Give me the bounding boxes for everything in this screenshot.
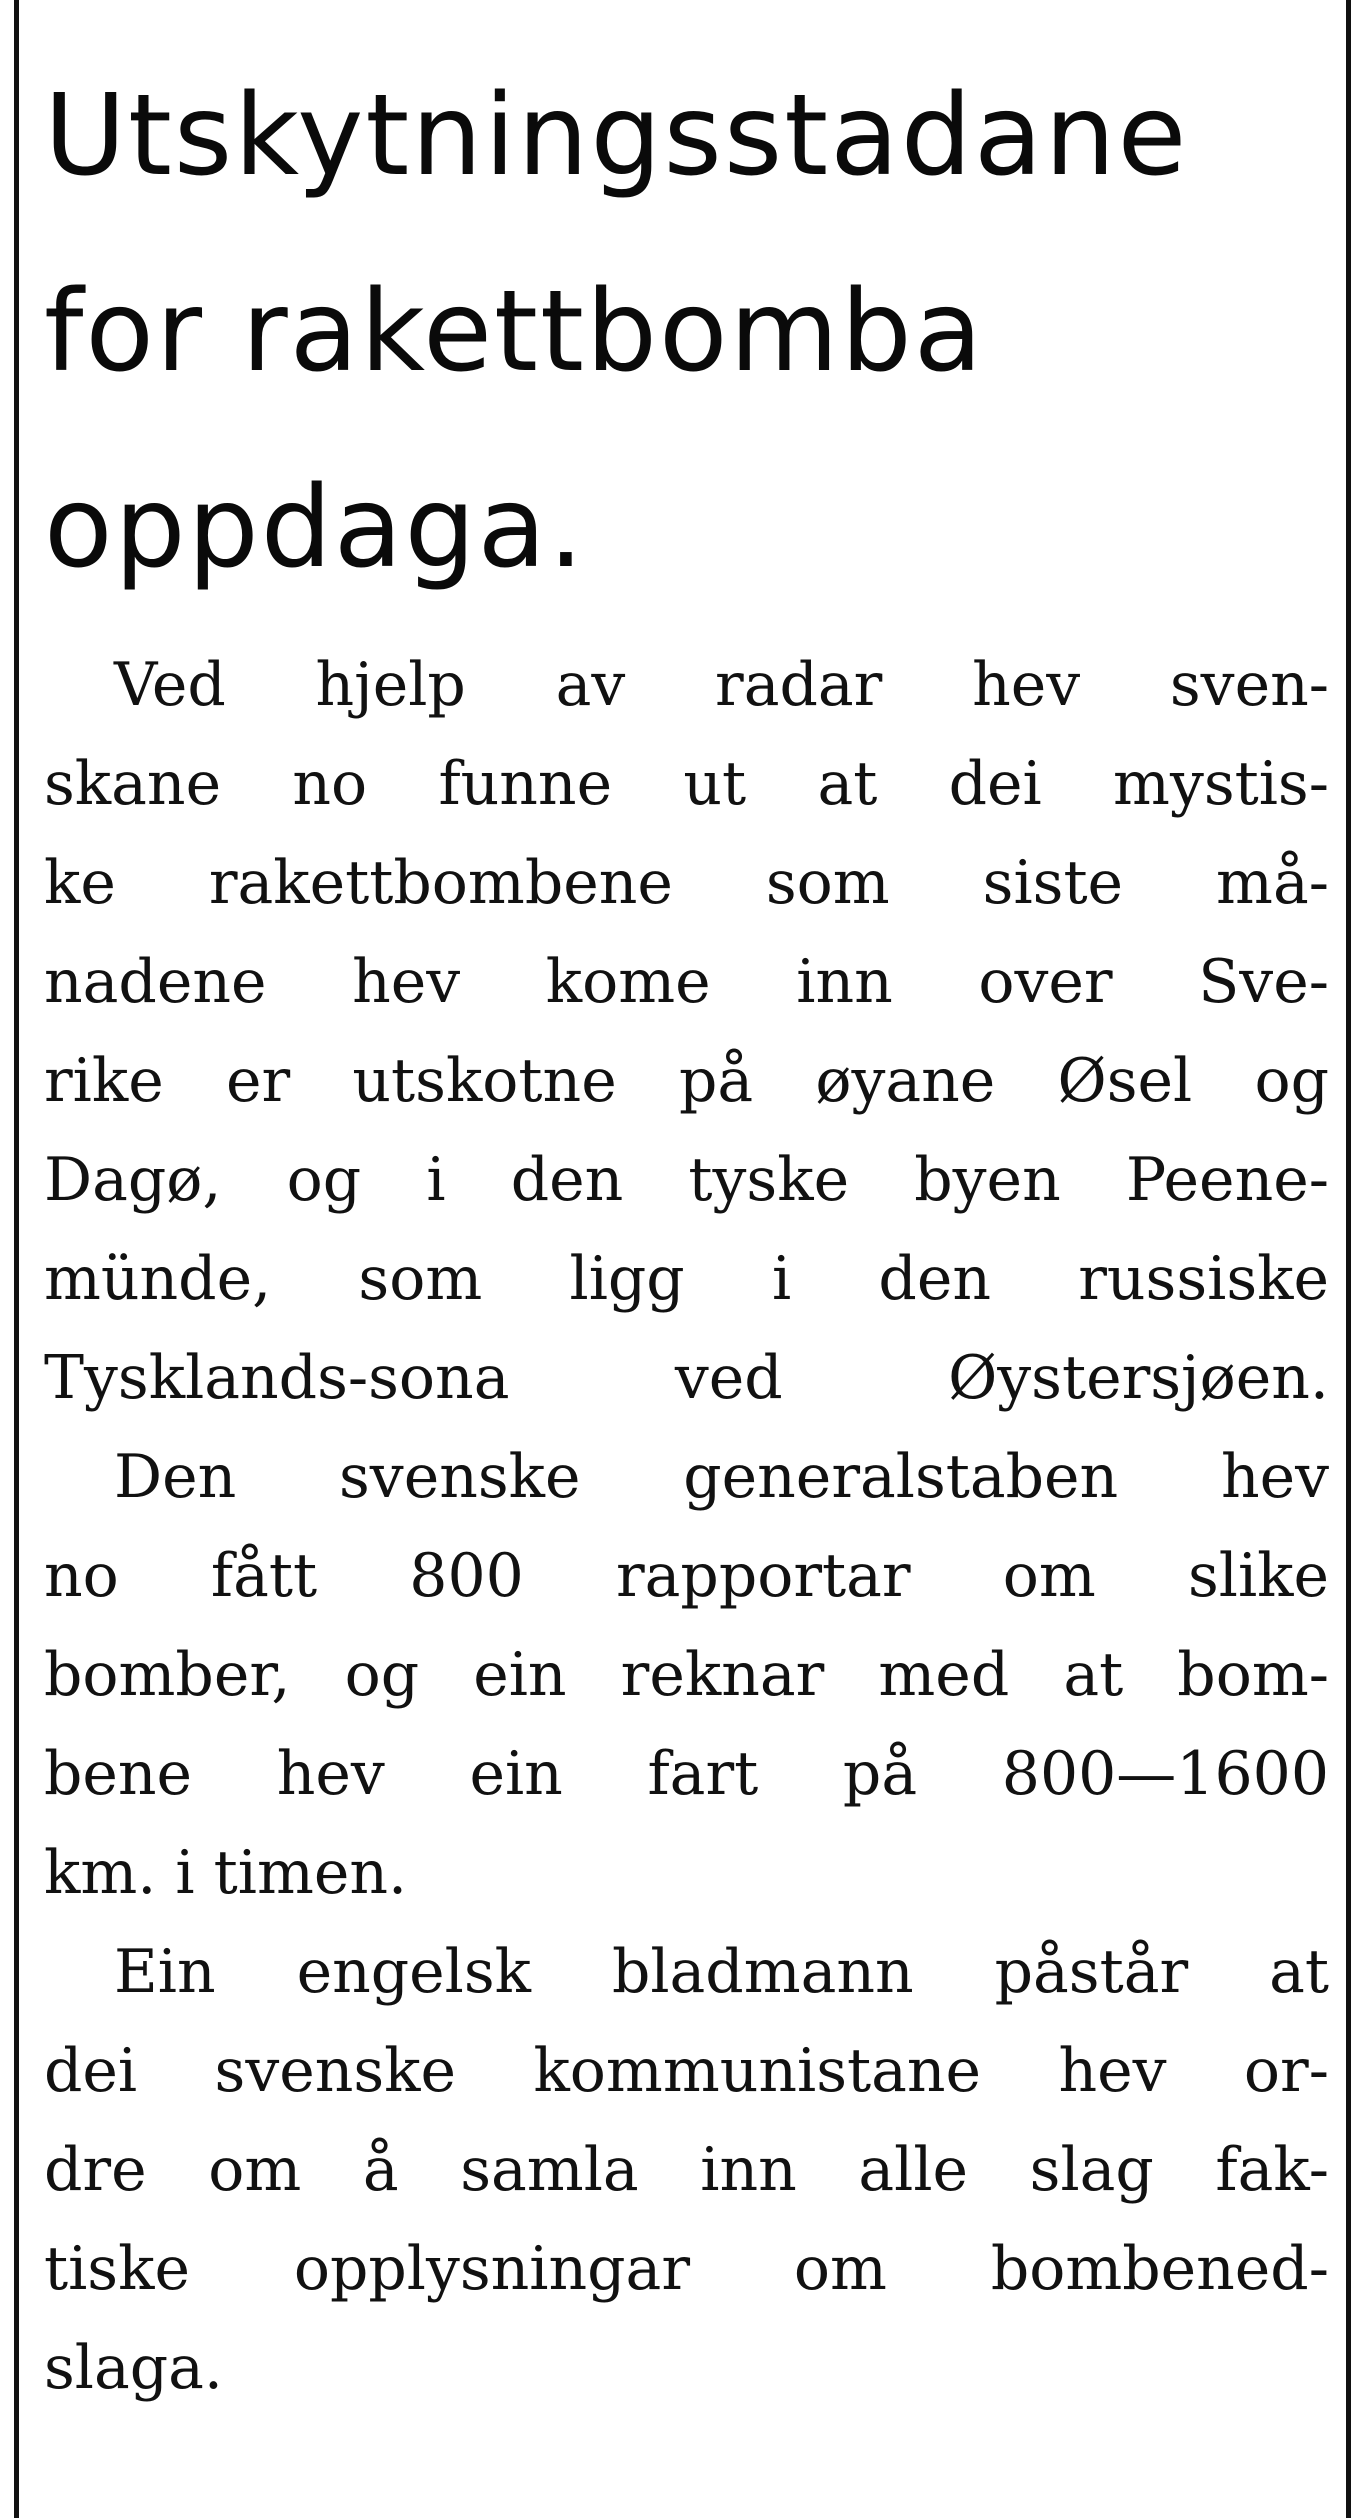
left-column-rule (14, 0, 19, 2518)
text-line: no fått 800 rapportar om slike (44, 1541, 1329, 1611)
text-line: tiske opplysningar om bombened- (44, 2234, 1329, 2304)
text-line: slaga. (44, 2333, 224, 2403)
text-line: Den svenske generalstaben hev (114, 1442, 1329, 1512)
text-line: Dagø, og i den tyske byen Peene- (44, 1145, 1329, 1215)
article-headline (44, 38, 1324, 626)
text-line: km. i timen. (44, 1838, 408, 1908)
text-line: Tysklands-sona ved Øystersjøen. (44, 1343, 1329, 1413)
text-line: bomber, og ein reknar med at bom- (44, 1640, 1329, 1710)
text-line: Ein engelsk bladmann påstår at (114, 1937, 1329, 2007)
right-column-rule (1346, 0, 1351, 2518)
article-body (44, 636, 1329, 2418)
paragraph-1 (44, 636, 1329, 1428)
headline-line: oppdaga. (44, 463, 586, 593)
text-line: bene hev ein fart på 800—1600 (44, 1739, 1329, 1809)
headline-line: for rakettbomba (44, 267, 985, 397)
text-line: Ved hjelp av radar hev sven- (114, 650, 1329, 720)
text-line: rike er utskotne på øyane Øsel og (44, 1046, 1329, 1116)
paragraph-3 (44, 1923, 1329, 2418)
text-line: nadene hev kome inn over Sve- (44, 947, 1329, 1017)
text-line: dei svenske kommunistane hev or- (44, 2036, 1329, 2106)
headline-line: Utskytningsstadane (44, 71, 1189, 201)
paragraph-2 (44, 1428, 1329, 1923)
text-line: ke rakettbombene som siste må- (44, 848, 1329, 918)
text-line: münde, som ligg i den russiske (44, 1244, 1329, 1314)
text-line: skane no funne ut at dei mystis- (44, 749, 1329, 819)
text-line: dre om å samla inn alle slag fak- (44, 2135, 1329, 2205)
